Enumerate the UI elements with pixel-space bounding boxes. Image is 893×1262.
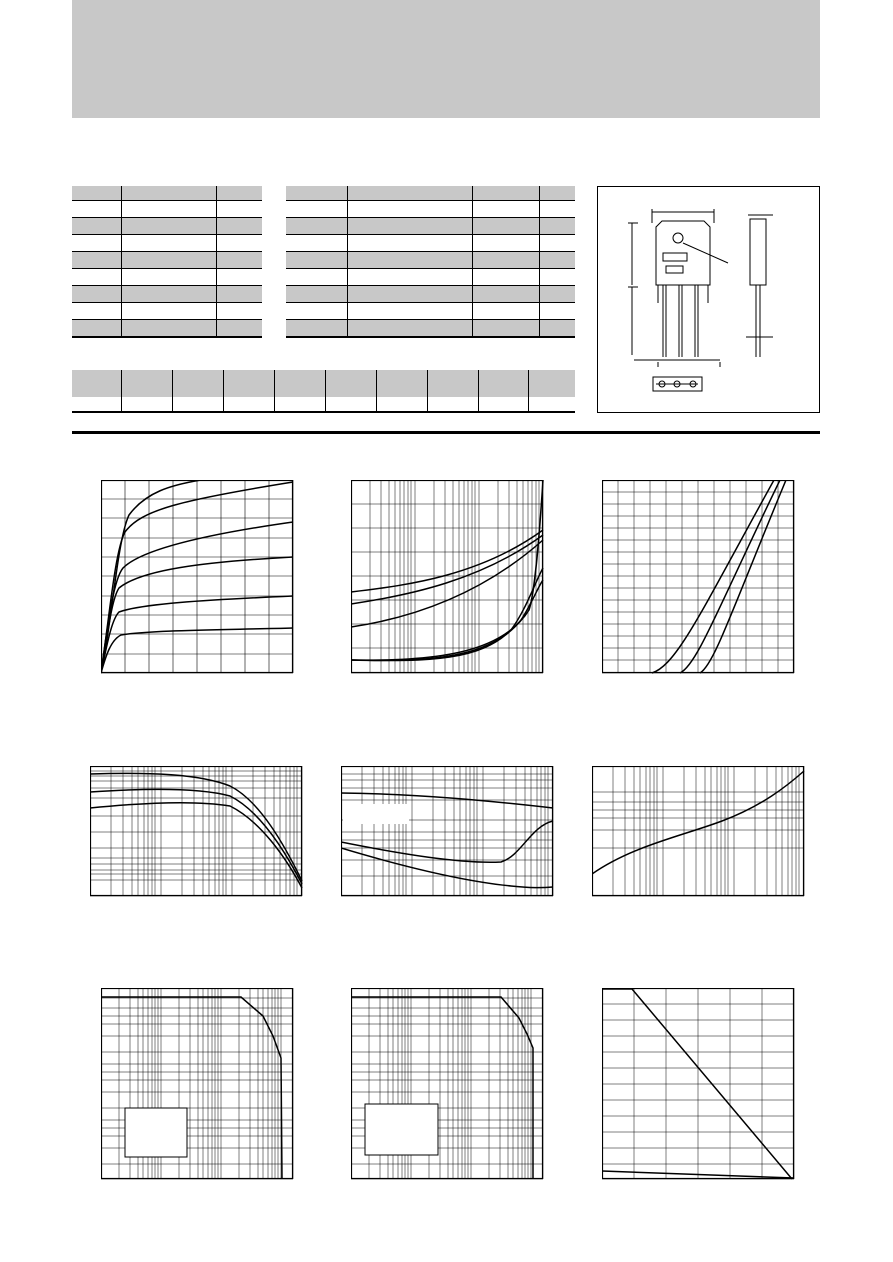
chart-6-svg	[592, 766, 806, 898]
chart-3-series-3	[700, 480, 786, 673]
chart-2	[351, 480, 544, 675]
chart-7-svg	[101, 988, 294, 1181]
chart-7	[101, 988, 294, 1181]
chart-5-legend-box	[343, 804, 409, 824]
chart-1	[101, 480, 294, 675]
chart-5-series-3	[341, 848, 553, 888]
chart-9	[602, 988, 795, 1181]
chart-2-series-2	[351, 535, 543, 604]
chart-3	[602, 480, 795, 675]
chart-2-series-5	[351, 580, 543, 660]
chart-4-svg	[90, 766, 304, 898]
chart-3-series-1	[652, 480, 774, 673]
chart-2-series-4	[351, 568, 543, 661]
chart-2-svg	[351, 480, 544, 675]
header-banner	[72, 0, 820, 118]
chart-4-series-1	[90, 773, 302, 881]
chart-8-svg	[351, 988, 544, 1181]
chart-6	[592, 766, 806, 898]
chart-2-series-6	[351, 480, 543, 660]
chart-5	[341, 766, 555, 898]
chart-4	[90, 766, 304, 898]
chart-7-legend-box	[125, 1108, 187, 1157]
chart-6-series-1	[592, 771, 804, 874]
electrical-table	[286, 186, 575, 338]
chart-5-svg	[341, 766, 555, 898]
chart-1-svg	[101, 480, 294, 675]
chart-8	[351, 988, 544, 1181]
ratings-table	[72, 186, 262, 338]
chart-3-svg	[602, 480, 795, 675]
chart-4-series-3	[90, 803, 302, 888]
chart-5-series-2	[341, 821, 553, 862]
chart-8-legend-box	[365, 1104, 438, 1155]
section-divider	[72, 431, 820, 434]
chart-1-series-1	[101, 480, 201, 673]
extra-table	[72, 370, 575, 413]
package-drawing	[598, 187, 819, 412]
chart-9-svg	[602, 988, 795, 1181]
package-outline	[597, 186, 820, 413]
